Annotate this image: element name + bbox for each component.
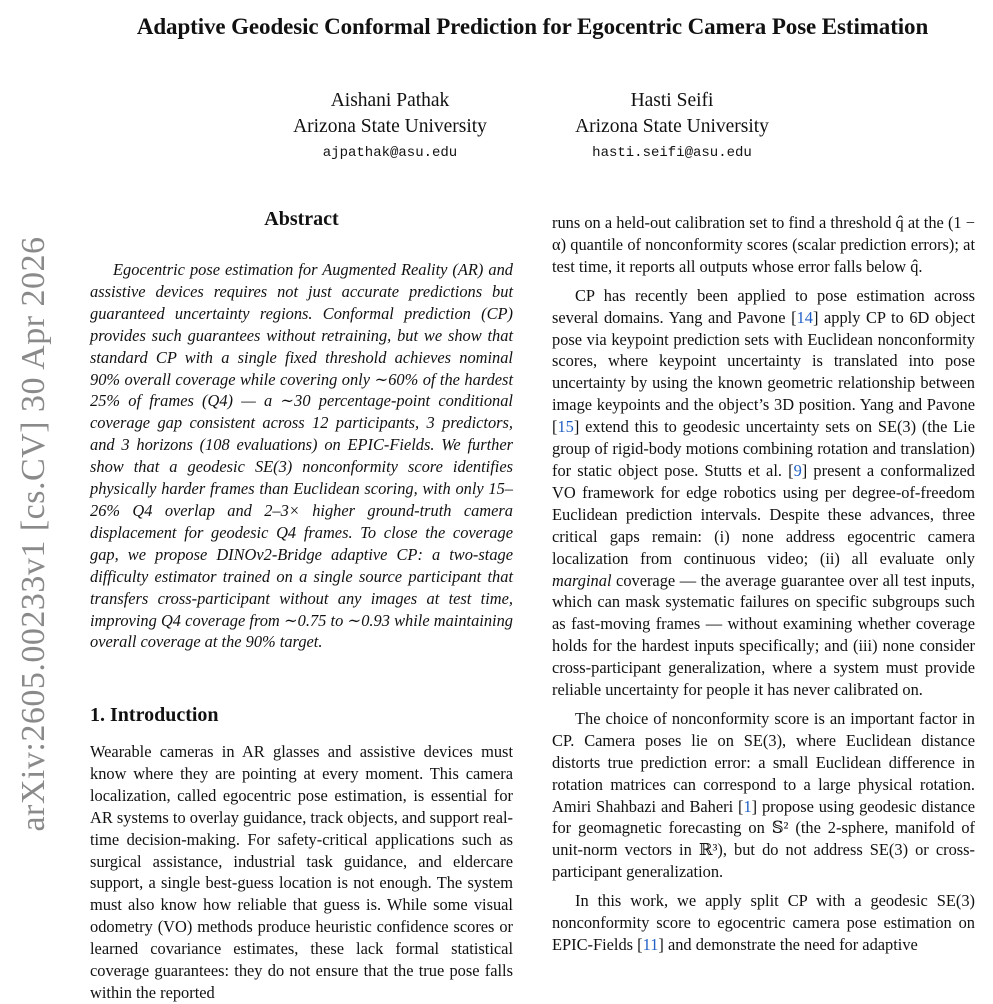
author-name: Hasti Seifi [630,90,714,111]
paper-title: Adaptive Geodesic Conformal Prediction for Egocentric Camera Pose Estimation [136,14,929,39]
text-run: ] present a conformalized VO framework for edge robotics using per degree-of-freedom Euclidean prediction intervals. Despite these advances, three critical gaps remain: (i) none address egocentric camera localization from continuous video; (ii) all evaluate only [552,460,976,568]
author-affiliation: Arizona State University [575,116,769,137]
emphasis-text: marginal [552,570,612,590]
intro-paragraph-1: Wearable cameras in AR glasses and assistive devices must know where they are pointing at every moment. This camera localization, called egocentric pose estimation, is essential for AR systems to overlay guidance, track objects, and support real-time decision-making. For safety-critical applications such as surgical assistance, industrial task guidance, and eldercare support, a single best-guess location is not enough. The system must also know how reliable that guess is. While some visual odometry (VO) methods produce heuristic confidence scores or learned covariance estimates, these lack formal statistical coverage guarantees: they do not ensure that the true pose falls within the reported [90,742,513,1002]
text-run: The choice of nonconformity score is an important factor in CP. Camera poses lie on SE(3), where Euclidean distance distorts true prediction error: a small Euclidean difference in rotation matrices can correspond to a large physical rotation. Amiri Shahbazi and Baheri [ [552,708,975,816]
author-block-2 [512,88,832,166]
text-run: CP has recently been applied to pose estimation across several domains. Yang and Pavone [ [552,285,975,327]
paragraph-continued: runs on a held-out calibration set to find a threshold q̂ at the (1 − α) quantile of nonconformity scores (scalar prediction errors); at test time, it reports all outputs whose error falls below q̂. [552,213,975,276]
paragraph-this-work [552,890,975,956]
arxiv-sidebar [0,0,60,1000]
text-run: In this work, we apply split CP with a geodesic SE(3) nonconformity score to egocentric camera pose estimation on EPIC-Fields [ [552,891,975,954]
text-run: ] extend this to geodesic uncertainty sets on SE(3) (the Lie group of rigid-body motions combining rotation and translation) for static object pose. Stutts et al. [ [552,417,975,480]
abstract-body [90,259,513,653]
abstract-heading: Abstract [264,208,339,230]
citation-link[interactable]: 14 [796,307,813,327]
introduction-heading: 1. Introduction [90,704,219,726]
arxiv-identifier: arXiv:2605.00233v1 [cs.CV] 30 Apr 2026 [15,236,52,832]
text-run: coverage — the average guarantee over all test inputs, which can mask systematic failures on specific subgroups such as fast-moving frames — without examining whether coverage holds for the hardest inputs specifically; and (iii) none consider cross-participant generalization, where a system must provide reliable uncertainty for people it has never calibrated on. [552,570,975,700]
author-email[interactable]: ajpathak@asu.edu [322,145,458,161]
citation-link[interactable]: 11 [642,935,659,954]
text-run: ] apply CP to 6D object pose via keypoint prediction sets with Euclidean nonconformity scores, where keypoint uncertainty is translated into pose uncertainty by using the known geometric relationship between image keypoints and the object’s 3D position. Yang and Pavone [ [552,307,975,437]
paragraph-nonconformity [552,708,975,883]
text-run: ] propose using geodesic distance for geomagnetic forecasting on 𝕊² (the 2-sphere, manifold of unit-norm vectors in ℝ³), but do not address SE(3) or cross-participant generalization. [552,796,976,882]
author-email[interactable]: hasti.seifi@asu.edu [592,145,752,161]
author-affiliation: Arizona State University [293,116,487,137]
citation-link[interactable]: 9 [793,460,802,480]
text-run: ] and demonstrate the need for adaptive [658,935,918,954]
citation-link[interactable]: 1 [743,796,752,816]
citation-link[interactable]: 15 [557,417,574,437]
author-name: Aishani Pathak [330,90,450,111]
introduction-body [90,741,513,1004]
paragraph-related-work [552,285,975,701]
right-column [552,212,975,956]
abstract-paragraph: Egocentric pose estimation for Augmented Reality (AR) and assistive devices requires not just accurate predictions but guaranteed uncertainty regions. Conformal prediction (CP) provides such guarantees without retraining, but we show that standard CP with a single fixed threshold achieves nominal 90% overall coverage while covering only ∼60% of the hardest 25% of frames (Q4) — a ∼30 percentage-point conditional coverage gap consistent across 12 participants, 3 predictors, and 3 horizons (108 evaluations) on EPIC-Fields. We further show that a geodesic SE(3) nonconformity score identifies physically harder frames than Euclidean scoring, with only 15–26% Q4 overlap and 2–3× higher ground-truth camera displacement for geodesic Q4 frames. To close the coverage gap, we propose DINOv2-Bridge adaptive CP: a two-stage difficulty estimator trained on a single source participant that transfers cross-participant without any images at test time, improving Q4 coverage from ∼0.75 to ∼0.93 while maintaining overall coverage at the 90% target. [90,260,513,652]
author-block-1 [230,88,550,166]
